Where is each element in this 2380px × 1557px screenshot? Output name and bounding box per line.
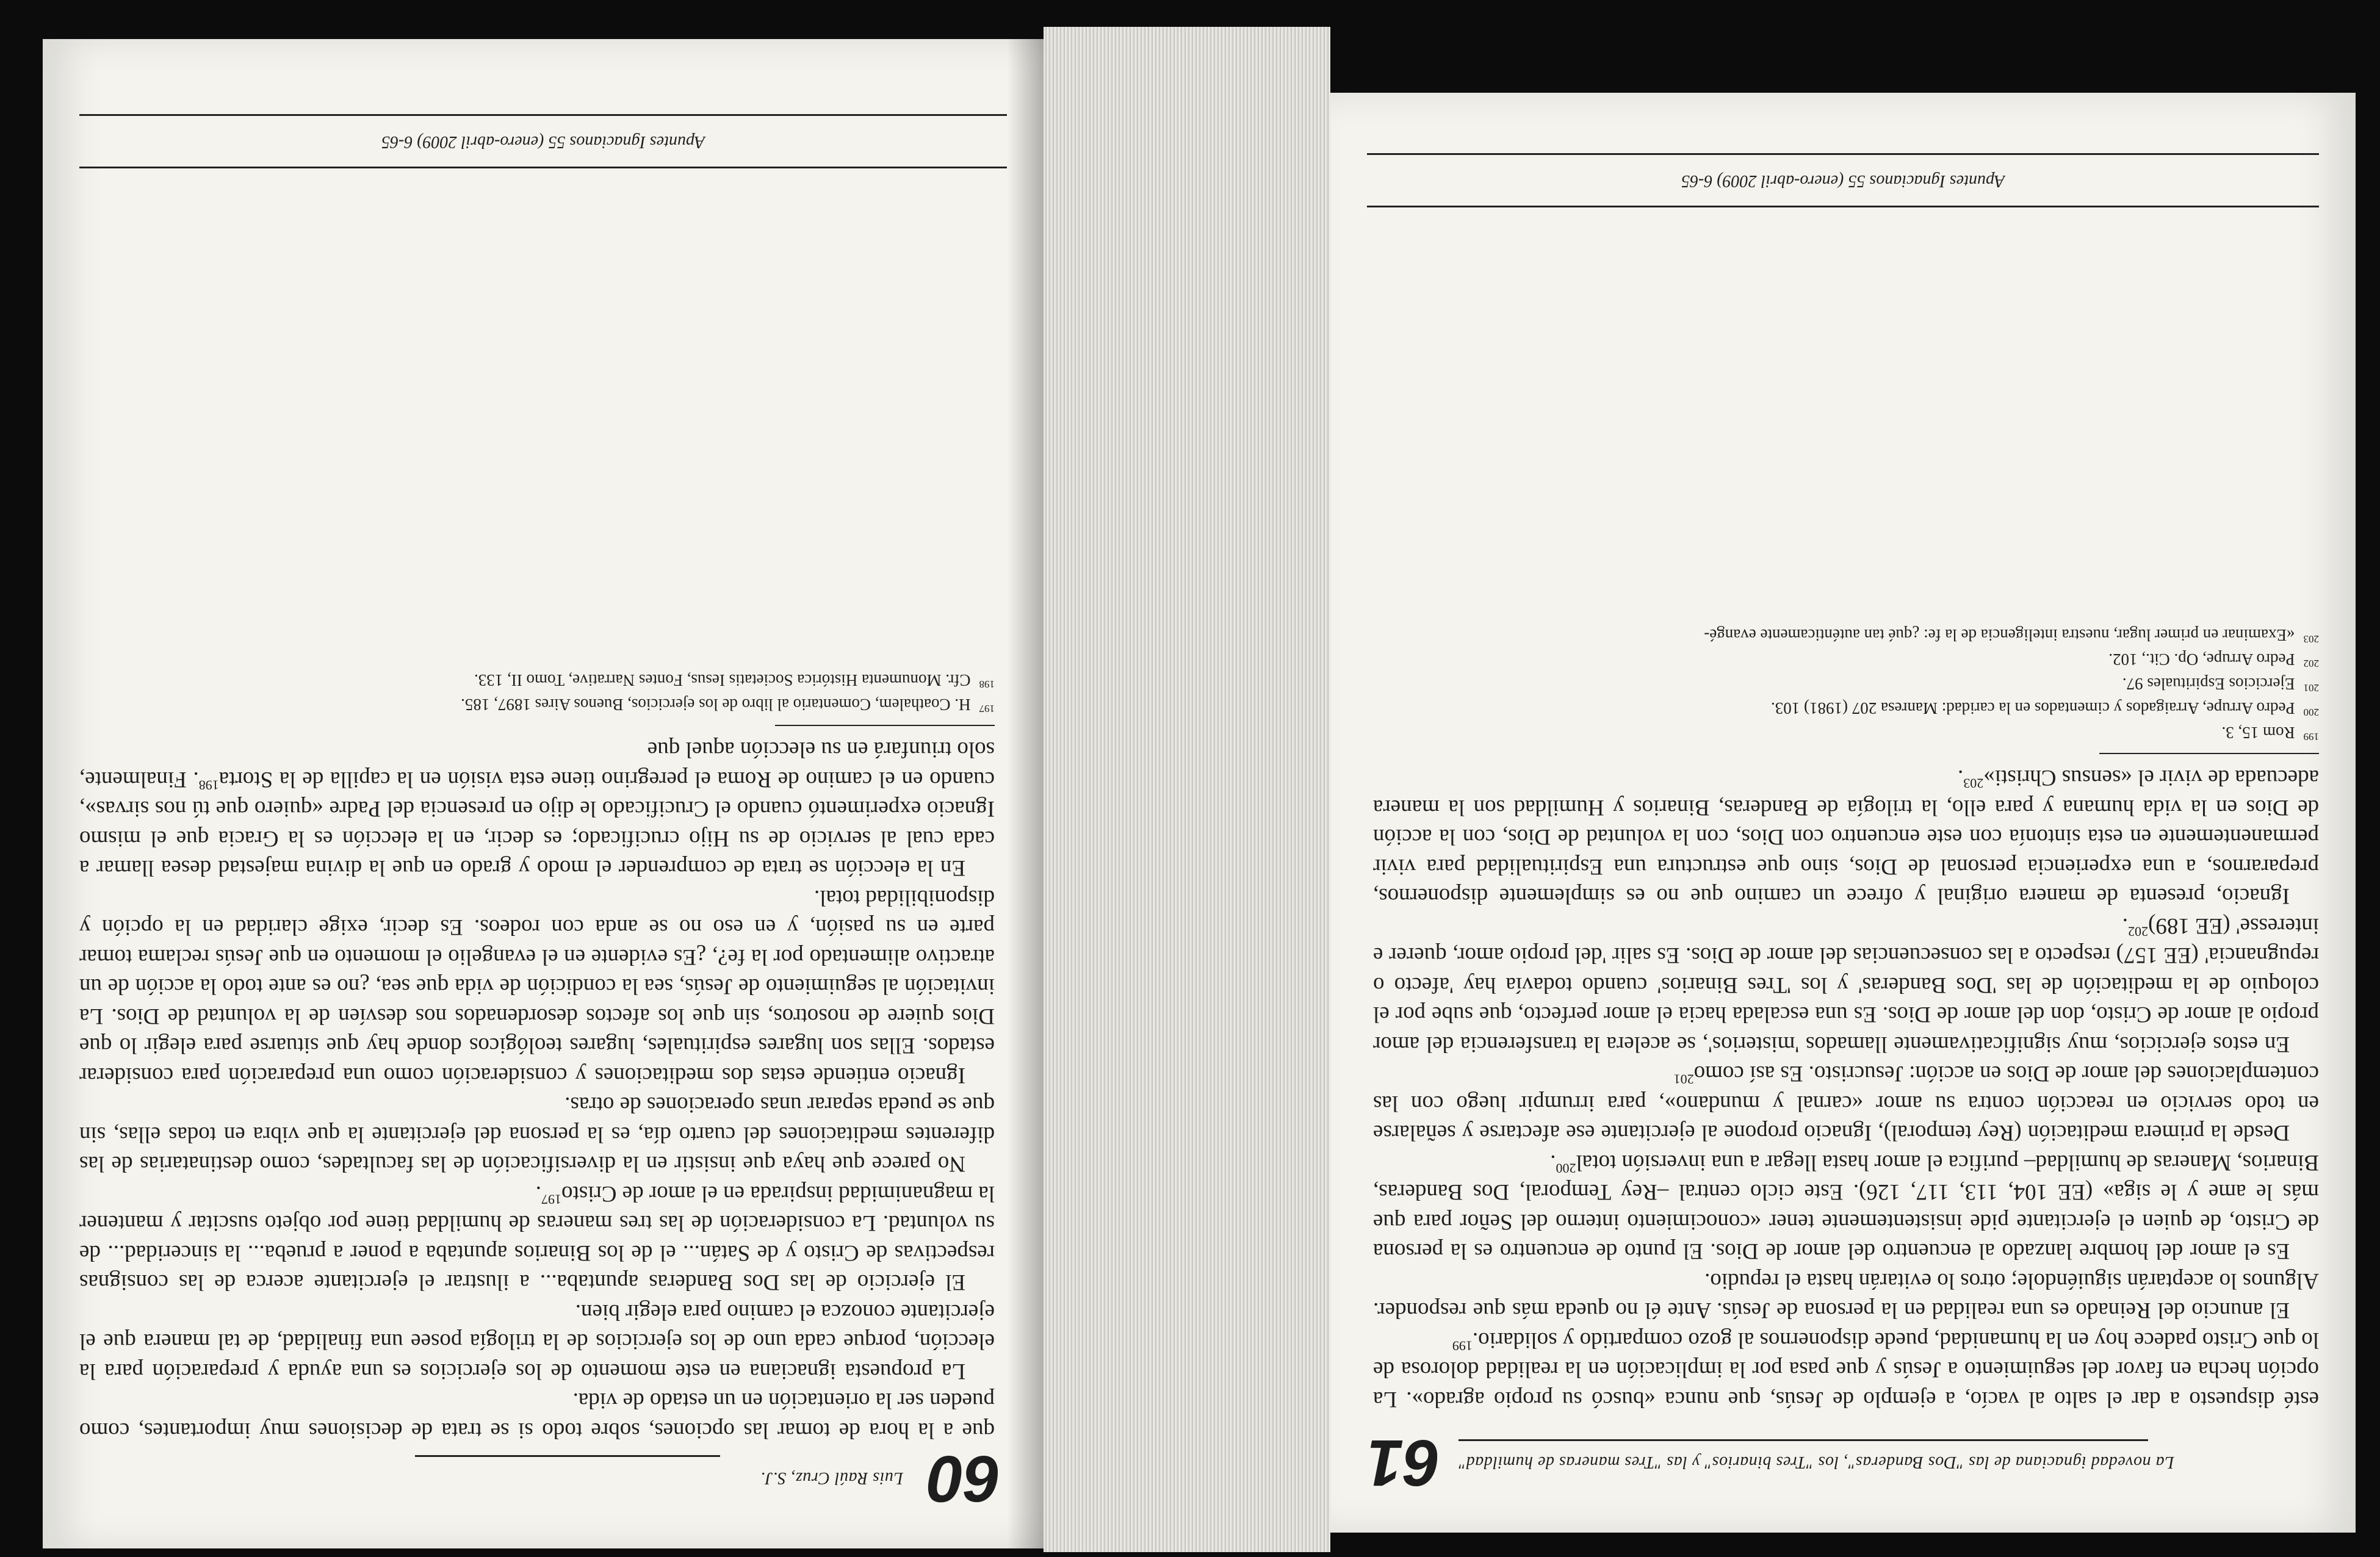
paragraph: [1373, 1059, 2319, 1148]
paragraph-text: Ignacio, presenta de manera original y ofrece un camino que no es simplemente disponernos, prepararnos, a una experiencia personal de Dios, sino que estructura una Espiritualidad para vivir permanentemente en esta sintonía con este encuentro con Dios, con la voluntad de Dios, con la acción de Dios en la vida humana y para ello, la trilogía de Banderas, Binarios y Humildad son la manera adecuada de vivir el «sensus Christi»: [1373, 765, 2319, 909]
paragraph-text: El ejercicio de las Dos Banderas apuntaba... a ilustrar el ejercitante acerca de las consignas respectivas de Cristo y de Satán... el de los Binarios apuntaba a poner a prueba... la sinceridad... de su voluntad. La consideración de las tres maneras de humildad tiene por objeto suscitar y mantener la magnanimidad inspirada en el amor de Cristo: [79, 1181, 995, 1295]
footnote-number: 200: [2303, 707, 2319, 718]
page-60: [43, 39, 1044, 1548]
footnote: [1373, 698, 2319, 722]
footnote-number: 201: [2303, 682, 2319, 694]
footnote-text: Pedro Arrupe, Op. Cit., 102.: [2108, 650, 2295, 669]
paragraph: No parece que haya que insistir en la diversificación de las facultades, como destinatarias de las diferentes meditaciones del cuarto día, es la persona del ejercitante la que vibra en todas ellas, sin que se pueda separar unas operaciones de otras.: [79, 1092, 995, 1177]
footer-rule: [1367, 153, 2319, 155]
paragraph-text: Es el amor del hombre lanzado al encuentro del amor de Dios. El punto de encuentro es la persona de Cristo, de quien el ejercitante pide insistentemente tener «conocimiento interno del Señor para que más le ame y le siga» (EE 104, 113, 117, 126). Este ciclo central –Rey Temporal, Dos Banderas, Binarios, Maneras de humildad– purifica el amor hasta llegar a una inversión total: [1373, 1150, 2319, 1264]
paragraph: [1373, 1325, 2319, 1414]
paragraph: Es el amor del hombre lanzado al encuentro del amor de Dios. El punto de encuentro es la persona de Cristo, de quien el ejercitante pide insistentemente tener «conocimiento interno del Señor para que más le ame y le siga» (EE 104, 113, 117, 126). Este ciclo central –Rey Temporal, Dos Banderas, Binarios, Maneras de humildad– purifica el amor hasta llegar a una inversión total$^{200}$.: [1373, 1150, 2319, 1264]
header-rule: [1459, 1439, 2148, 1441]
footnote-number: 197: [979, 703, 995, 714]
footnote-text: «Examinar en primer lugar, nuestra inteligencia de la fe: ¿qué tan auténticamente evangé-: [1704, 626, 2295, 644]
page-body: [79, 670, 995, 1445]
footnote: [1373, 674, 2319, 698]
page-footer: Apuntes Ignacianos 55 (enero-abril 2009) 6-65: [381, 132, 705, 151]
footer-rule: [79, 114, 1007, 116]
paragraph-text: Finalmente, solo triunfará en su elección aquel que: [79, 737, 995, 792]
footnote: [79, 694, 995, 719]
running-head: La novedad ignaciana de las "Dos Banderas", los "Tres binarios" y las "Tres maneras de humildad": [1459, 1453, 2174, 1472]
page-61: [1330, 93, 2356, 1533]
paragraph: que a la hora de tomar las opciones, sobre todo si se trata de decisiones muy importantes, como pueden ser la orientación en un estado de vida.: [79, 1388, 995, 1443]
footnote-rule: [775, 725, 995, 726]
footnote-ref: 198: [198, 777, 219, 793]
footnote-ref: 203: [1963, 775, 1984, 791]
footnote-text: Pedro Arrupe, Arraigados y cimentados en la caridad: Manresa 207 (1981) 103.: [1770, 699, 2295, 717]
footnote-ref: 201: [1673, 1071, 1694, 1087]
footnote-number: 203: [2303, 633, 2319, 645]
footnote-text: Rom 15, 3.: [2221, 724, 2295, 742]
page-header: [1367, 1426, 2313, 1500]
footnote: [1373, 625, 2319, 649]
paragraph-text: En estos ejercicios, muy significativamente llamados 'misterios', se acelera la transferencia del amor propio al amor de Cristo, don del amor de Dios. Es una escalada hacia el amor perfecto, que sube por el coloquio de la meditación de las 'Dos Banderas' y los 'Tres Binarios' cuando todavía hay 'afecto o repugnancia' (EE 157) respecto a las consecuencias del amor de Dios. Es salir 'del propio amor, querer e interesse' (EE 189): [1373, 913, 2319, 1057]
footnote: [79, 670, 995, 694]
page-number: 61: [1367, 1426, 1441, 1500]
paragraph: En la elección se trata de comprender el modo y grado en que la divina majestad desea llamar a cada cual al servicio de su Hijo crucificado; es decir, en la elección es la Gracia que el mismo Ignacio experimentó cuando el Crucificado le dijo en presencia del Padre «quiero que tú nos sirvas», cuando en el camino de Roma el peregrino tiene esta visión en la capilla de la Storta$^{198}$. Finalmente, solo triunfará en su elección aquel que: [79, 737, 995, 881]
footer-rule: [79, 167, 1007, 168]
paragraph-text: Desde la primera meditación (Rey temporal), Ignacio propone al ejercitante ese afectarse y señalarse en todo servicio en reacción contra su amor «carnal y mundano», para irrumpir luego con las contemplaciones del amor de Dios en acción: Jesucristo. Es así como: [1373, 1061, 2319, 1146]
paragraph-text: En la elección se trata de comprender el modo y grado en que la divina majestad desea llamar a cada cual al servicio de su Hijo crucificado; es decir, en la elección es la Gracia que el mismo Ignacio experimentó cuando el Crucificado le dijo en presencia del Padre «quiero que tú nos sirvas», cuando en el camino de Roma el peregrino tiene esta visión en la capilla de la Storta: [79, 767, 995, 881]
footnote-number: 198: [979, 678, 995, 690]
paragraph-text: esté dispuesto a dar el salto al vacío, a ejemplo de Jesús, que nunca «buscó su propio agrado». La opción hecha en favor del seguimiento a Jesús y que pasa por la implicación en la realidad dolorosa de lo que Cristo padece hoy en la humanidad, puede disponernos al gozo compartido y solidario.: [1373, 1328, 2319, 1412]
footnote-text: Cfr. Monumenta Histórica Societatis Iesus, Fontes Narrative, Tomo II, 133.: [474, 671, 971, 689]
paragraph: El anuncio del Reinado es una realidad en la persona de Jesús. Ante él no queda más que responder. Algunos lo aceptarán siguiéndole; otros lo evitarán hasta el repudio.: [1373, 1268, 2319, 1323]
footnote-rule: [2099, 753, 2319, 754]
footnote-ref: 202: [2128, 924, 2149, 940]
footnote-text: H. Coathalem, Comentario al libro de los ejercicios, Buenos Aires 1897, 185.: [461, 696, 971, 714]
running-head: Luis Raúl Cruz, S.J.: [760, 1469, 903, 1487]
footnote-ref: 197: [541, 1192, 561, 1207]
page-body: [1373, 625, 2319, 1414]
spine-shadow: [1007, 39, 1044, 1548]
paragraph: Ignacio entiende estas dos meditaciones y consideración como una preparación para considerar estados. Ellas son lugares espirituales, lugares teológicos donde hay que situarse para elegir lo que Dios quiere de nosotros, sin que los afectos desordenados nos desvíen de la voluntad de Dios. La invitación al seguimiento de Jesús, sea la condición de vida que sea, ¿no es ante todo la acción de un atractivo alimentado por la fe?, ¿Es evidente en el evangelio el momento en que Jesús reclama tomar parte en su pasión, y en eso no se anda con rodeos. Es decir, exige claridad en la opción y disponibilidad total.: [79, 885, 995, 1088]
footnote: [1373, 722, 2319, 747]
footnote-ref: 199: [1452, 1338, 1473, 1354]
footnote-number: 199: [2303, 731, 2319, 743]
paragraph: La propuesta ignaciana en este momento de los ejercicios es una ayuda y preparación para la elección, porque cada uno de los ejercicios de la trilogía posee una finalidad, de tal manera que el ejercitante conozca el camino para elegir bien.: [79, 1300, 995, 1384]
page-footer: Apuntes Ignacianos 55 (enero-abril 2009) 6-65: [1681, 171, 2005, 190]
page-header: [79, 1442, 1001, 1516]
paragraph: El ejercicio de las Dos Banderas apuntaba... a ilustrar el ejercitante acerca de las consignas respectivas de Cristo y de Satán... el de los Binarios apuntaba a poner a prueba... la sinceridad... de su voluntad. La consideración de las tres maneras de humildad tiene por objeto suscitar y mantener la magnanimidad inspirada en el amor de Cristo$^{197}$.: [79, 1181, 995, 1295]
footnote: [1373, 649, 2319, 674]
page-number: 60: [927, 1442, 1001, 1516]
footnote-ref: 200: [1556, 1160, 1576, 1176]
footnote-number: 202: [2303, 658, 2319, 669]
footer-rule: [1367, 206, 2319, 207]
header-rule: [415, 1455, 720, 1457]
paragraph: Ignacio, presenta de manera original y ofrece un camino que no es simplemente disponernos, prepararnos, a una experiencia personal de Dios, sino que estructura una Espiritualidad para vivir permanentemente en esta sintonía con este encuentro con Dios, con la voluntad de Dios, con la acción de Dios en la vida humana y para ello, la trilogía de Banderas, Binarios y Humildad son la manera adecuada de vivir el «sensus Christi»$^{203}$.: [1373, 765, 2319, 909]
footnote-text: Ejercicios Espirituales 97.: [2122, 675, 2295, 693]
paragraph: En estos ejercicios, muy significativamente llamados 'misterios', se acelera la transferencia del amor propio al amor de Cristo, don del amor de Dios. Es una escalada hacia el amor perfecto, que sube por el coloquio de la meditación de las 'Dos Banderas' y los 'Tres Binarios' cuando todavía hay 'afecto o repugnancia' (EE 157) respecto a las consecuencias del amor de Dios. Es salir 'del propio amor, querer e interesse' (EE 189)$^{202}$.: [1373, 913, 2319, 1057]
page-edges: [1044, 27, 1330, 1552]
